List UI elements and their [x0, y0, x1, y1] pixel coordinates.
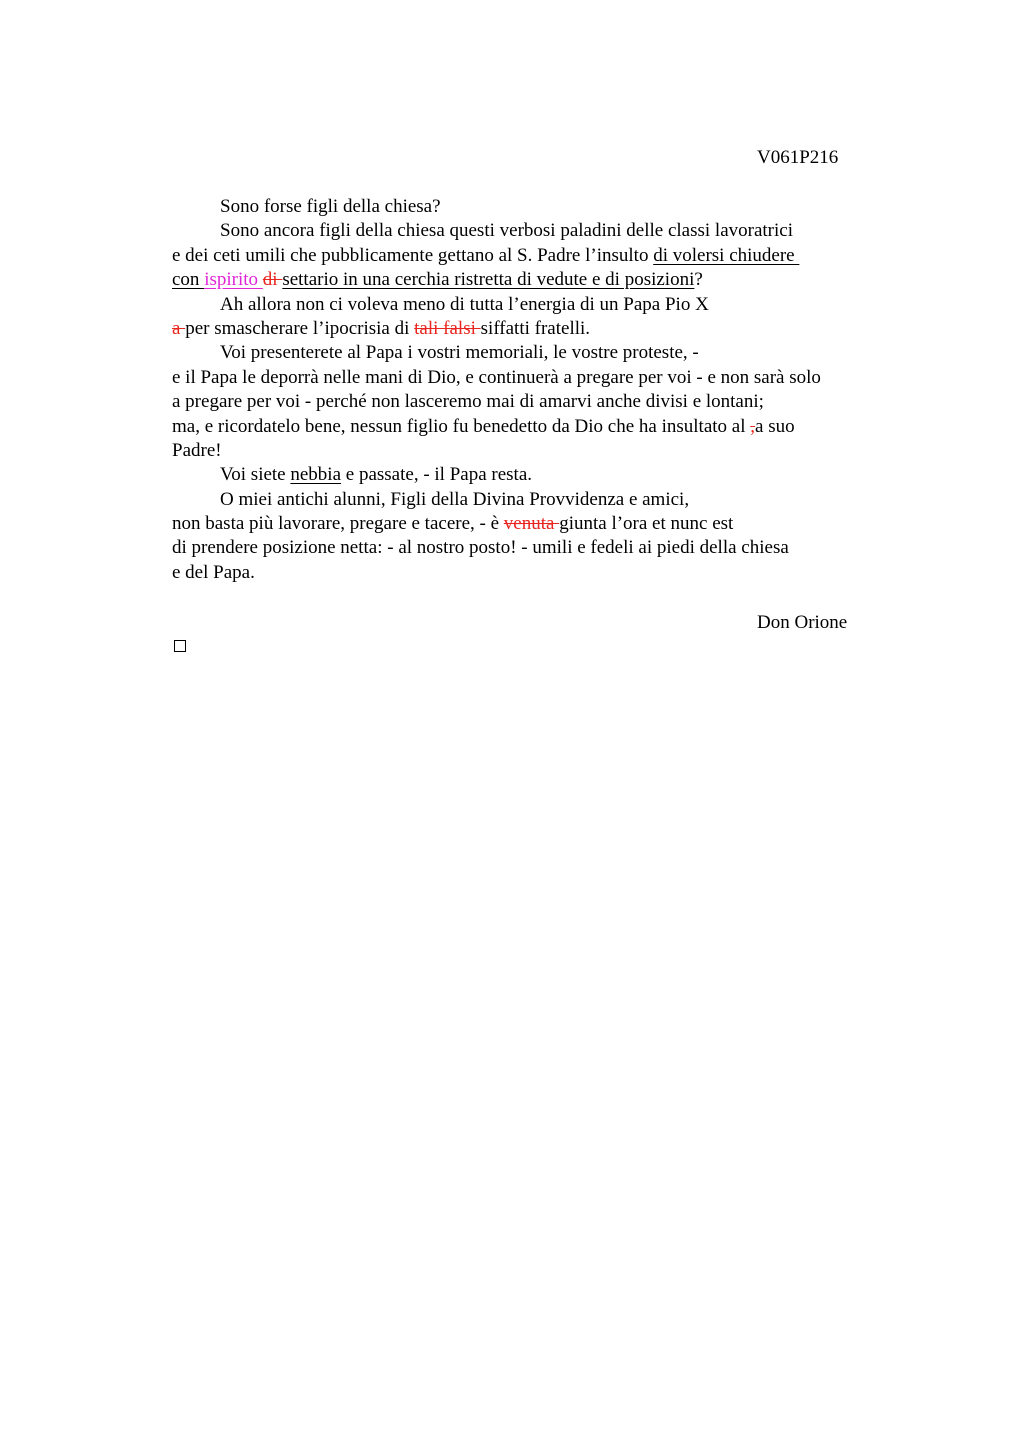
- text: ma, e ricordatelo bene, nessun figlio fu benedetto da Dio che ha insultato al: [172, 415, 751, 437]
- underlined-text: settario in una cerchia ristretta di vedute e di posizioni: [282, 269, 695, 291]
- deleted-text: venuta: [503, 513, 560, 535]
- text: Sono forse figli della chiesa?: [220, 196, 441, 217]
- text-line: [172, 341, 892, 365]
- text-line: [172, 366, 892, 390]
- text: siffatti fratelli.: [480, 317, 591, 339]
- text: a suo: [755, 415, 795, 437]
- text: Ah allora non ci voleva meno di tutta l’energia di un Papa Pio X: [220, 293, 709, 315]
- end-of-document-box-icon: [174, 640, 186, 652]
- text-line: [172, 195, 892, 219]
- text-line: [172, 439, 892, 463]
- text-line: [172, 561, 892, 585]
- text: giunta l’ora et nunc est: [559, 513, 734, 535]
- deleted-text: tali falsi: [414, 317, 481, 339]
- page-code: V061P216: [757, 147, 839, 168]
- inserted-text: ispirito: [204, 269, 263, 291]
- text-line: [172, 293, 892, 317]
- text: Padre!: [172, 439, 222, 461]
- text: a pregare per voi - perché non lasceremo mai di amarvi anche divisi e lontani;: [172, 391, 764, 413]
- deleted-text: ,: [750, 415, 756, 437]
- text: Voi siete: [220, 464, 291, 486]
- text-line: [172, 536, 892, 560]
- text: e passate, - il Papa resta.: [341, 464, 533, 486]
- text-line: [172, 219, 892, 243]
- text: ?: [694, 269, 703, 291]
- text: Sono ancora figli della chiesa questi verbosi paladini delle classi lavoratrici: [220, 220, 793, 242]
- signature: Don Orione: [757, 612, 848, 633]
- text: di prendere posizione netta: - al nostro posto! - umili e fedeli ai piedi della chiesa: [172, 537, 789, 559]
- underlined-text: di volersi chiudere: [653, 244, 800, 266]
- text: e del Papa.: [172, 561, 255, 583]
- letter-body: [172, 195, 892, 585]
- text: O miei antichi alunni, Figli della Divina Provvidenza e amici,: [220, 488, 690, 510]
- text-line: [172, 512, 892, 536]
- deleted-text: di: [262, 269, 283, 291]
- text-line: [172, 244, 892, 268]
- underlined-text: con: [172, 269, 205, 291]
- deleted-text: a: [172, 317, 186, 339]
- text-line: [172, 268, 892, 292]
- text: non basta più lavorare, pregare e tacere, - è: [172, 513, 504, 535]
- text: per smascherare l’ipocrisia di: [185, 317, 415, 339]
- text: e il Papa le deporrà nelle mani di Dio, e continuerà a pregare per voi - e non sarà solo: [172, 366, 821, 388]
- text-line: [172, 317, 892, 341]
- text-line: [172, 488, 892, 512]
- text-line: [172, 390, 892, 414]
- underlined-text: nebbia: [290, 464, 342, 486]
- text: e dei ceti umili che pubblicamente gettano al S. Padre l’insulto: [172, 244, 654, 266]
- text: Voi presenterete al Papa i vostri memoriali, le vostre proteste, -: [220, 342, 699, 364]
- text-line: [172, 463, 892, 487]
- text-line: [172, 415, 892, 439]
